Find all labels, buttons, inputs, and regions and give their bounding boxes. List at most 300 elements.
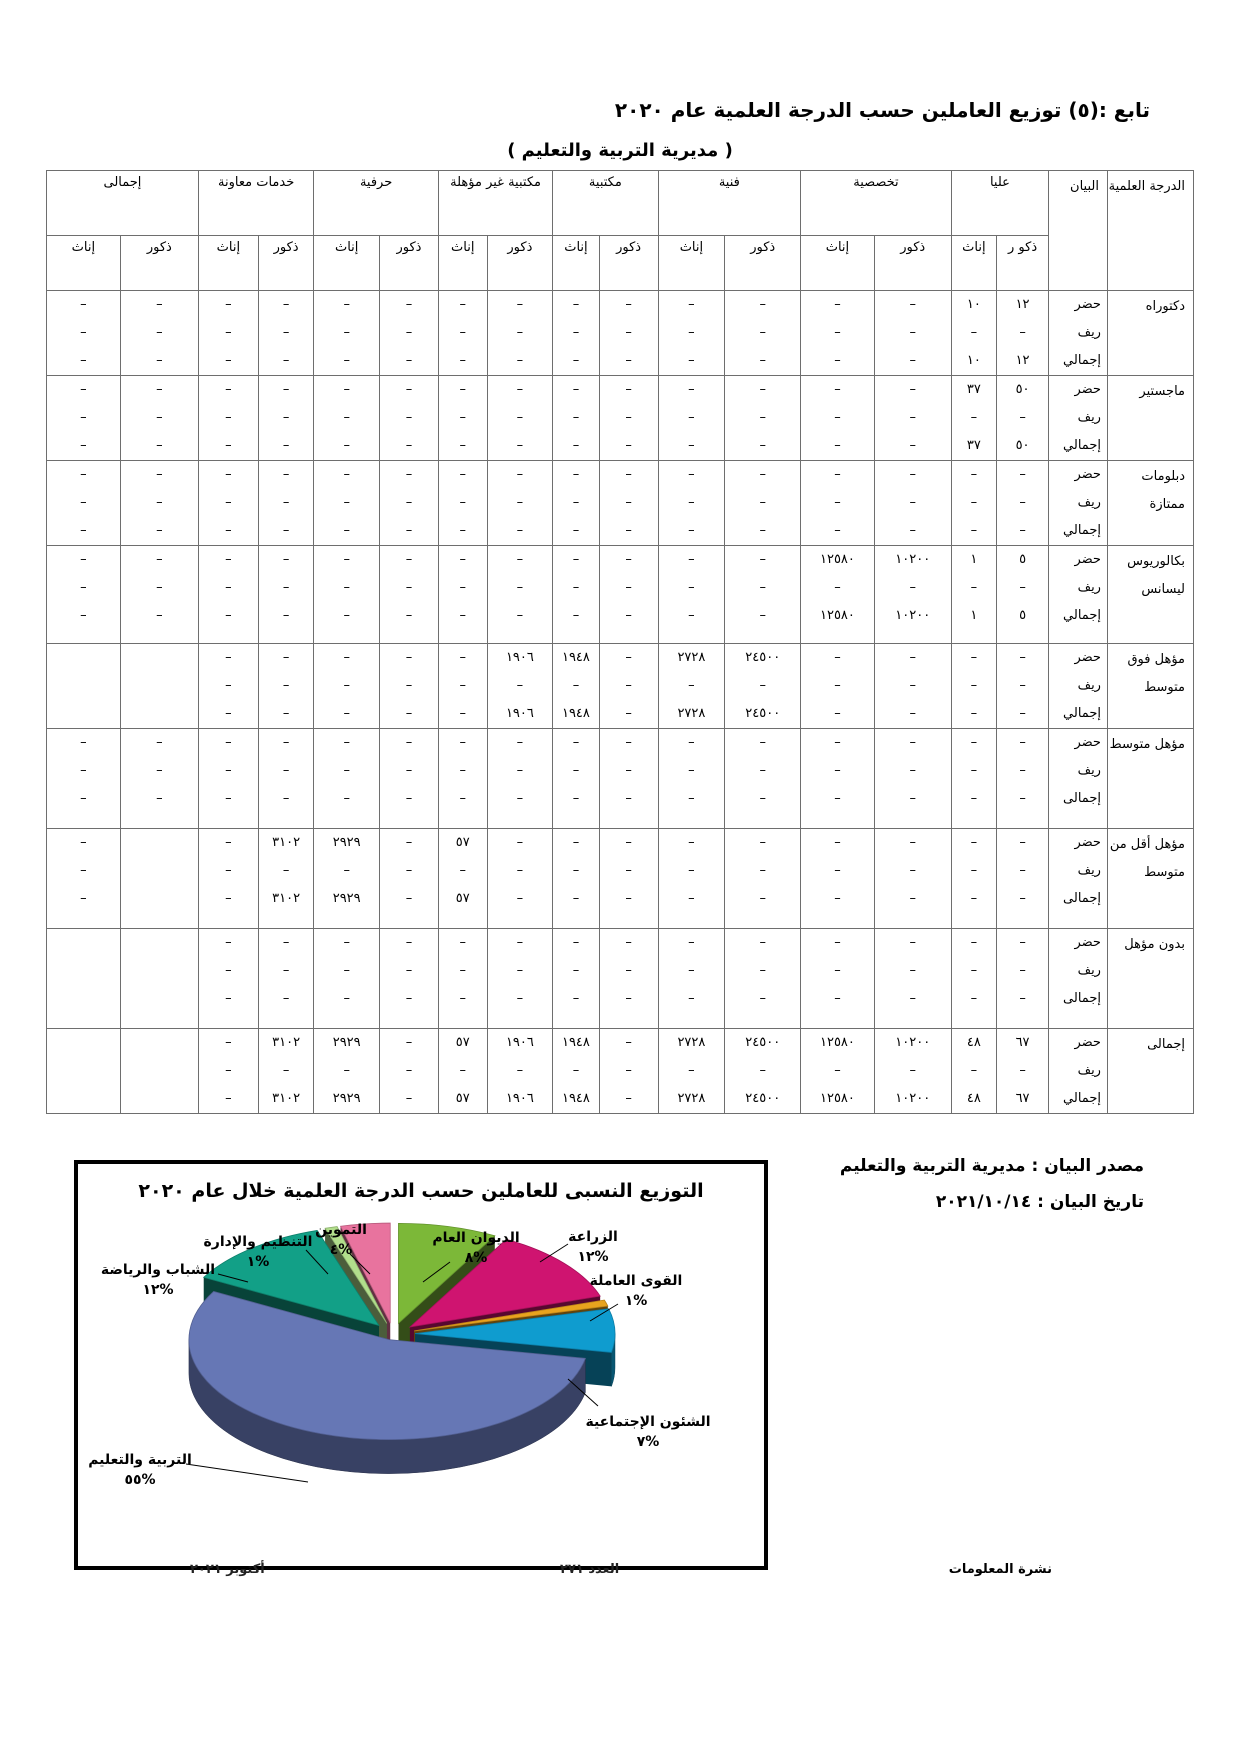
table-cell-value: – [834,735,841,750]
table-cell-value: – [909,791,916,806]
row-degree: مؤهل فوق متوسط [1107,644,1193,729]
table-cell-value: – [343,706,350,721]
table-cell-value: – [156,325,163,340]
table-cell-value: – [516,678,524,693]
header-group: خدمات معاونة [198,171,313,236]
table-cell-value: – [459,863,466,878]
table-cell-value: – [405,835,413,850]
table-cell-value: – [282,523,290,538]
table-cell-value: – [572,835,580,850]
table-cell-value: – [688,835,695,850]
table-cell-value [47,985,120,1013]
table-cell-value: ١٩٠٦ [505,650,534,665]
table-cell-value: – [156,552,163,567]
header-male: ذكور [599,236,658,291]
header-female: إناث [198,236,258,291]
table-cell-value: – [625,467,632,482]
header-female: إناث [658,236,725,291]
table-cell-value: – [225,1035,232,1050]
table-cell-value: – [282,325,290,340]
table-cell-value: – [516,835,524,850]
table-cell-value: – [516,552,524,567]
table-cell-value: – [625,608,632,623]
table-cell-value: – [225,467,232,482]
table-cell-value: ٤٨ [966,1091,981,1106]
row-degree: إجمالى [1107,1029,1193,1114]
table-cell-value: – [516,891,524,906]
table-cell-value: – [80,580,87,595]
table-cell-value: – [1019,991,1026,1006]
table-cell-value: – [572,325,580,340]
table-cell-value: – [625,706,632,721]
table-cell-value: – [405,678,413,693]
table-cell-value: – [516,523,524,538]
table-cell-value: – [343,467,350,482]
table-cell-value: – [688,791,695,806]
table-cell-value: – [459,552,466,567]
table-cell-value: ١٢ [1015,297,1030,312]
table-cell-value [47,700,120,728]
table-cell-value: – [625,963,632,978]
table-cell-value: – [909,438,916,453]
table-cell-value: ١٠ [966,353,981,368]
table-cell-value: ١٩٤٨ [561,650,590,665]
table-cell-value: – [156,382,163,397]
table-cell-value: – [572,763,580,778]
table-cell-value: – [688,735,695,750]
table-cell-value: ٥٧ [455,835,470,850]
table-cell-value: ٢٤٥٠٠ [745,706,781,721]
table-cell-value: – [225,791,232,806]
table-cell-value: ١٢٥٨٠ [819,1091,855,1106]
table-cell-value: – [225,438,232,453]
table-cell-value: – [834,891,841,906]
pie-label-name: التربية والتعليم [88,1452,192,1468]
table-cell-value: – [909,523,916,538]
table-cell-value: – [225,353,232,368]
table-cell-value: ١٠٢٠٠ [895,608,931,623]
table-cell-value: – [156,353,163,368]
table-cell-value: – [80,467,87,482]
table-cell-value: – [572,891,580,906]
table-cell-value: – [572,382,580,397]
table-cell-value: ١٢٥٨٠ [819,608,855,623]
table-cell-value: – [834,791,841,806]
table-cell-value: – [225,297,232,312]
table-cell-value: – [970,580,978,595]
table-cell-value: – [834,963,841,978]
table-cell-value: – [343,495,350,510]
table-cell-value: – [572,863,580,878]
table-cell-value: – [405,382,413,397]
row-degree: دبلومات ممتازة [1107,461,1193,546]
table-cell-value: – [1019,410,1026,425]
table-cell-value: – [225,580,232,595]
table-cell-value: – [1019,935,1026,950]
table-cell-value: – [759,735,766,750]
table-cell-value: – [1019,735,1026,750]
table-cell-value: – [459,382,466,397]
table-cell-value: – [80,325,87,340]
table-cell-value: – [459,791,466,806]
table-row [47,644,1194,729]
table-cell-value: – [459,467,466,482]
table-cell-value: – [282,763,290,778]
table-cell-value: ٥ [1019,552,1027,567]
table-cell-value: – [282,382,290,397]
table-cell-value: – [909,1063,916,1078]
table-cell-value: – [282,580,290,595]
table-cell-value: – [1019,863,1026,878]
table-cell-value: – [688,991,695,1006]
page-title: تابع :(٥) توزيع العاملين حسب الدرجة العلمية عام ٢٠٢٠ [614,98,1150,122]
table-cell-value: – [282,410,290,425]
table-cell-value: – [459,735,466,750]
table-cell-value: – [688,678,695,693]
table-cell-value: – [405,552,413,567]
table-cell-value [121,1085,198,1113]
table-cell-value: – [343,608,350,623]
table-cell-value: – [225,1063,232,1078]
pie-label-percent: ٤% [329,1242,353,1258]
pie-label-percent: ١٢% [142,1282,174,1298]
table-cell-value: – [572,791,580,806]
table-cell-value: – [909,580,916,595]
table-cell-value: ٢٩٢٩ [332,1035,361,1050]
data-table [46,170,1194,1114]
table-cell-value: – [516,963,524,978]
table-cell-value: – [225,763,232,778]
table-cell-value: – [405,650,413,665]
table-cell-value: – [909,991,916,1006]
header-female: إناث [438,236,487,291]
table-cell-value: ١ [970,552,978,567]
table-cell-value: ٢٤٥٠٠ [745,650,781,665]
row-label: ريف [1077,963,1101,978]
table-cell-value: – [405,580,413,595]
table-cell-value: – [1019,963,1026,978]
table-row [47,1029,1194,1114]
table-cell-value: – [282,935,290,950]
table-cell-value: – [405,297,413,312]
table-cell-value: – [80,523,87,538]
table-cell-value: – [459,706,466,721]
table-cell-value: – [759,438,766,453]
table-cell-value: ١٢٥٨٠ [819,1035,855,1050]
table-cell-value: – [405,991,413,1006]
table-cell-value: ٥٧ [455,891,470,906]
table-cell-value: ١٩٠٦ [505,706,534,721]
table-cell-value: – [405,935,413,950]
table-cell-value: – [156,763,163,778]
header-group: تخصصية [801,171,952,236]
table-cell-value: – [909,650,916,665]
row-label: حضر [1074,1035,1101,1050]
table-cell-value: – [1019,678,1026,693]
table-cell-value: – [970,935,978,950]
data-date: تاريخ البيان : ٢٠٢١/١٠/١٤ [935,1192,1144,1212]
table-cell-value: – [405,467,413,482]
table-cell-value: – [156,580,163,595]
table-cell-value: – [1019,325,1026,340]
table-cell-value: – [688,552,695,567]
table-cell-value: – [225,608,232,623]
table-cell-value: – [343,580,350,595]
table-cell-value: – [688,863,695,878]
table-cell-value: – [343,552,350,567]
table-cell-value: ١٢٥٨٠ [819,552,855,567]
table-cell-value: – [572,608,580,623]
table-cell-value: – [759,1063,766,1078]
table-cell-value [47,1057,120,1085]
table-cell-value: – [909,863,916,878]
table-cell-value: – [1019,791,1026,806]
table-cell-value: – [834,410,841,425]
table-cell-value: – [405,863,413,878]
table-cell-value: – [80,495,87,510]
table-cell-value: ٢٧٢٨ [677,650,706,665]
table-cell-value: – [688,353,695,368]
row-label: حضر [1074,297,1101,312]
table-cell-value: – [759,891,766,906]
table-cell-value: – [343,863,350,878]
header-group: إجمالى [47,171,199,236]
pie-label-percent: ٨% [464,1250,488,1266]
table-cell-value: – [834,706,841,721]
table-cell-value: – [282,963,290,978]
row-label: ريف [1077,410,1101,425]
table-cell-value: – [1019,763,1026,778]
table-row [47,829,1194,929]
table-cell-value: – [625,791,632,806]
table-cell-value: – [688,963,695,978]
table-cell-value: – [516,763,524,778]
table-cell-value: – [970,763,978,778]
header-male: ذكور [487,236,553,291]
header-degree: الدرجة العلمية [1107,171,1193,291]
table-row [47,291,1194,376]
table-cell-value: – [282,706,290,721]
table-cell-value: – [405,963,413,978]
table-cell-value: ٣١٠٢ [272,1035,301,1050]
table-cell-value: – [405,791,413,806]
table-cell-value: – [156,608,163,623]
header-female: إناث [801,236,875,291]
table-cell-value: – [516,991,524,1006]
table-cell-value: ٢٩٢٩ [332,891,361,906]
pie-label-percent: ١٢% [577,1249,609,1265]
table-cell-value: – [688,935,695,950]
table-cell-value: – [405,410,413,425]
pie-chart-frame [74,1160,768,1570]
table-cell-value: ١ [970,608,978,623]
table-cell-value: – [970,678,978,693]
table-cell-value: – [282,863,290,878]
table-cell-value: – [282,297,290,312]
table-cell-value: – [516,438,524,453]
table-cell-value: – [688,763,695,778]
table-cell-value: – [688,1063,695,1078]
table-cell-value: – [282,991,290,1006]
row-degree: مؤهل أقل من متوسط [1107,829,1193,929]
row-label: حضر [1074,835,1101,850]
table-cell-value: – [459,438,466,453]
table-cell-value: – [970,891,978,906]
page-subtitle: ( مديرية التربية والتعليم ) [507,140,733,161]
table-cell-value: – [516,297,524,312]
table-cell-value: – [688,410,695,425]
table-cell-value [121,672,198,700]
table-cell-value: ٢٩٢٩ [332,1091,361,1106]
table-header-sex [47,236,1194,291]
table-cell-value: – [834,1063,841,1078]
table-cell-value: – [834,382,841,397]
table-cell-value: – [282,495,290,510]
table-cell-value: – [1019,467,1026,482]
table-cell-value: – [459,523,466,538]
table-cell-value: – [459,1063,466,1078]
table-cell-value: – [970,863,978,878]
row-label: ريف [1077,580,1101,595]
table-cell-value: – [625,763,632,778]
table-row [47,546,1194,644]
table-cell-value: – [759,580,766,595]
row-label: ريف [1077,325,1101,340]
table-cell-value: – [625,991,632,1006]
table-cell-value: – [909,325,916,340]
table-cell-value: – [572,495,580,510]
table-cell-value: – [834,353,841,368]
table-cell-value: – [459,580,466,595]
table-cell-value: – [759,963,766,978]
table-cell-value: – [80,297,87,312]
table-cell-value [121,885,198,913]
table-cell-value: – [343,382,350,397]
table-cell-value: – [625,382,632,397]
table-cell-value: – [225,495,232,510]
table-cell-value: – [459,963,466,978]
table-cell-value: ١٩٤٨ [561,1035,590,1050]
table-cell-value: – [970,1063,978,1078]
table-cell-value: – [572,467,580,482]
table-cell-value: – [343,650,350,665]
header-group: فنية [658,171,801,236]
table-cell-value: – [688,891,695,906]
table-cell-value: – [80,552,87,567]
pie-label-percent: ١% [246,1254,270,1270]
table-cell-value: – [625,891,632,906]
table-cell-value: – [459,410,466,425]
pie-label-name: التنظيم والإدارة [203,1234,313,1250]
row-degree: بكالوريوس ليسانس [1107,546,1193,644]
table-cell-value: – [80,763,87,778]
table-cell-value: ٣٧ [966,438,981,453]
table-cell-value: – [405,495,413,510]
table-cell-value: – [343,991,350,1006]
pie-label-name: الديوان العام [432,1230,520,1246]
row-label: إجمالي [1063,1091,1101,1106]
table-cell-value: – [1019,523,1026,538]
table-cell-value: – [405,438,413,453]
table-cell-value [121,929,198,957]
table-cell-value: – [225,552,232,567]
table-cell-value: – [80,735,87,750]
table-cell-value: – [970,963,978,978]
table-cell-value: – [759,297,766,312]
table-cell-value: – [225,863,232,878]
table-cell-value: – [759,608,766,623]
table-cell-value: – [909,297,916,312]
table-cell-value: – [80,353,87,368]
row-label: حضر [1074,650,1101,665]
table-cell-value [121,644,198,672]
table-cell-value: – [688,580,695,595]
table-cell-value: – [970,991,978,1006]
table-cell-value: – [516,935,524,950]
table-cell-value: – [625,678,632,693]
table-cell-value: – [516,735,524,750]
header-male: ذكور [120,236,198,291]
table-cell-value [121,1029,198,1057]
table-cell-value: – [572,523,580,538]
table-cell-value: – [282,678,290,693]
table-cell-value: ٢٧٢٨ [677,706,706,721]
table-cell-value: – [459,935,466,950]
table-cell-value: – [909,467,916,482]
table-cell-value: – [343,935,350,950]
table-cell-value: ١٩٤٨ [561,706,590,721]
header-female: إناث [314,236,380,291]
table-cell-value: – [572,935,580,950]
table-cell-value: – [156,495,163,510]
table-cell-value: – [625,353,632,368]
table-cell-value: – [625,650,632,665]
table-cell-value: – [405,706,413,721]
table-cell-value: – [516,580,524,595]
table-cell-value: – [225,523,232,538]
table-cell-value: – [282,552,290,567]
table-row [47,729,1194,829]
table-cell-value: – [1019,495,1026,510]
table-cell-value [121,957,198,985]
pie-label-percent: ٧% [636,1434,660,1450]
header-female: إناث [553,236,599,291]
table-cell-value: – [759,835,766,850]
table-cell-value: – [688,608,695,623]
table-cell-value [47,644,120,672]
table-cell-value: – [225,1091,232,1106]
table-cell-value: ٢٩٢٩ [332,835,361,850]
table-cell-value: – [759,382,766,397]
table-cell-value: – [572,297,580,312]
table-cell-value: – [625,552,632,567]
table-cell-value: – [343,438,350,453]
table-cell-value: – [572,963,580,978]
table-cell-value: – [625,438,632,453]
table-cell-value: – [459,991,466,1006]
table-cell-value: – [909,495,916,510]
table-cell-value [47,672,120,700]
table-cell-value: – [343,523,350,538]
table-cell-value: – [688,495,695,510]
table-cell-value [47,1029,120,1057]
table-cell-value: – [516,1063,524,1078]
pie-label-percent: ٥٥% [124,1472,156,1488]
data-source: مصدر البيان : مديرية التربية والتعليم [839,1156,1144,1176]
table-cell-value: – [343,325,350,340]
pie-label-name: الزراعة [568,1229,618,1245]
table-cell-value: – [759,678,766,693]
